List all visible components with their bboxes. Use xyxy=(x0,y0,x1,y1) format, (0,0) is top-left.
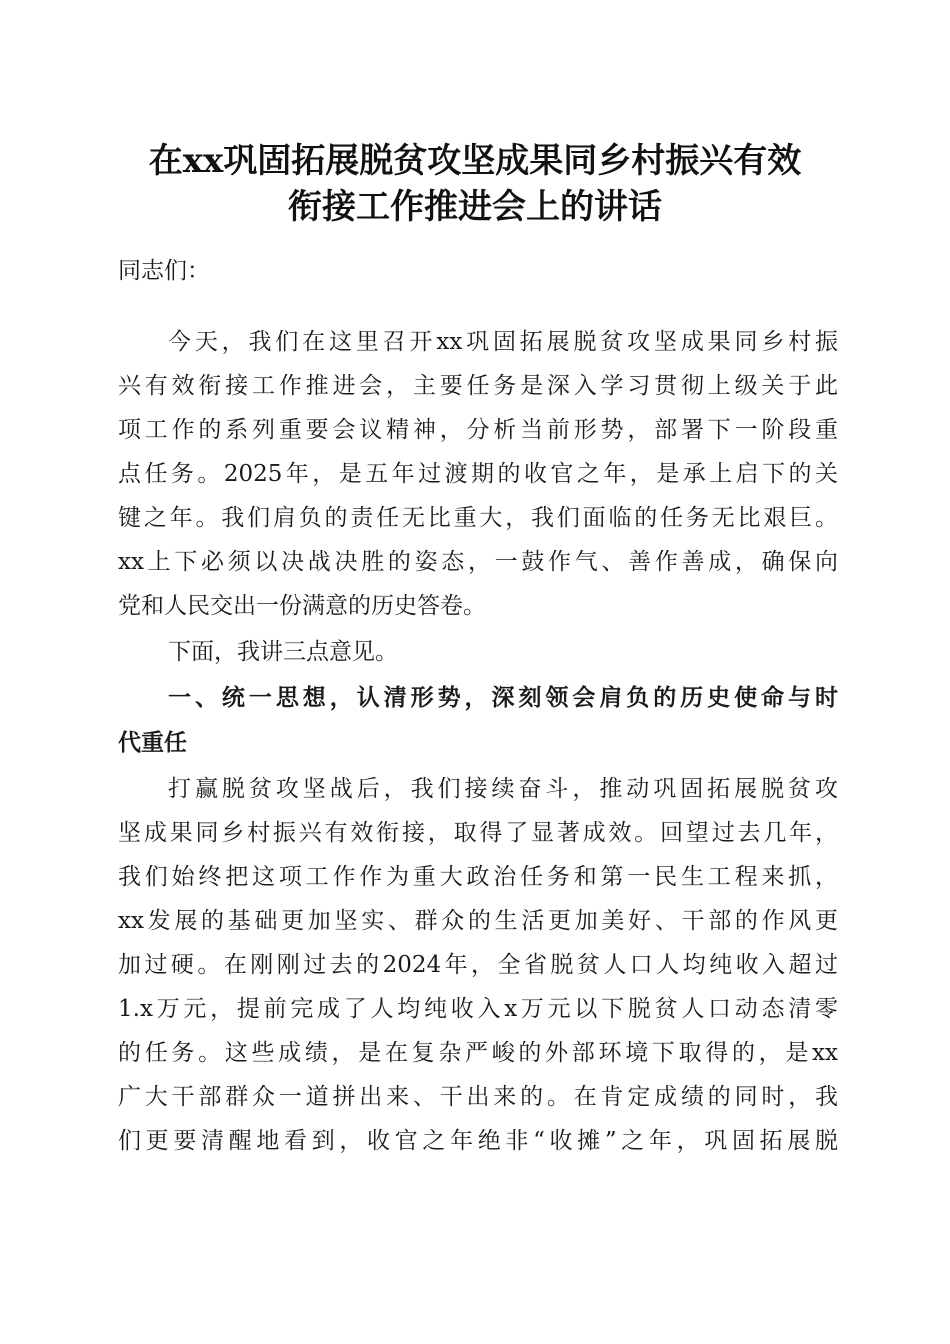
section-heading-line: 一、统一思想，认清形势，深刻领会肩负的历史使命与时 xyxy=(168,685,838,711)
paragraph-line: 键之年。我们肩负的责任无比重大，我们面临的任务无比艰巨。 xyxy=(118,505,838,531)
document-title-line-1: 在xx巩固拓展脱贫攻坚成果同乡村振兴有效 xyxy=(148,141,802,181)
paragraph-line: 党和人民交出一份满意的历史答卷。 xyxy=(118,593,486,619)
paragraph-line: 下面，我讲三点意见。 xyxy=(168,639,398,665)
paragraph-line: 今天，我们在这里召开xx巩固拓展脱贫攻坚成果同乡村振 xyxy=(168,329,838,355)
paragraph-line: xx上下必须以决战决胜的姿态，一鼓作气、善作善成，确保向 xyxy=(118,549,838,575)
paragraph-line: 项工作的系列重要会议精神，分析当前形势，部署下一阶段重 xyxy=(118,417,838,443)
section-heading-line: 代重任 xyxy=(118,730,187,756)
paragraph-line: 加过硬。在刚刚过去的2024年，全省脱贫人口人均纯收入超过 xyxy=(118,952,838,978)
paragraph-line: 的任务。这些成绩，是在复杂严峻的外部环境下取得的，是xx xyxy=(118,1040,838,1066)
paragraph-line: 打赢脱贫攻坚战后，我们接续奋斗，推动巩固拓展脱贫攻 xyxy=(168,776,838,802)
salutation: 同志们： xyxy=(118,258,210,284)
document-title-line-2: 衔接工作推进会上的讲话 xyxy=(288,187,662,227)
paragraph-line: 点任务。2025年，是五年过渡期的收官之年，是承上启下的关 xyxy=(118,461,838,487)
paragraph-line: 1.x万元，提前完成了人均纯收入x万元以下脱贫人口动态清零 xyxy=(118,996,838,1022)
paragraph-line: 们更要清醒地看到，收官之年绝非“收摊”之年，巩固拓展脱 xyxy=(118,1128,838,1154)
paragraph-line: xx发展的基础更加坚实、群众的生活更加美好、干部的作风更 xyxy=(118,908,838,934)
paragraph-line: 坚成果同乡村振兴有效衔接，取得了显著成效。回望过去几年， xyxy=(118,820,838,846)
paragraph-line: 兴有效衔接工作推进会，主要任务是深入学习贯彻上级关于此 xyxy=(118,373,838,399)
paragraph-line: 我们始终把这项工作作为重大政治任务和第一民生工程来抓， xyxy=(118,864,838,890)
paragraph-line: 广大干部群众一道拼出来、干出来的。在肯定成绩的同时，我 xyxy=(118,1084,838,1110)
